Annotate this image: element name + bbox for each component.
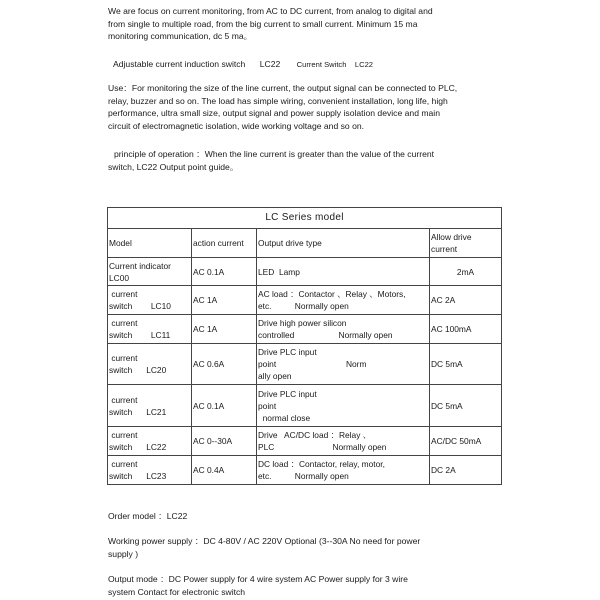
output-mode-paragraph (108, 573, 488, 598)
header-action-current: action current (192, 229, 257, 258)
cell-allow: 2mA (430, 258, 502, 286)
cell-allow: AC/DC 50mA (430, 427, 502, 456)
output-mode-line: Output mode ：DC Power supply for 4 wire system AC Power supply for 3 wire (108, 574, 408, 584)
use-line: Use：For monitoring the size of the line current, the output signal can be connected to PLC, (108, 83, 458, 93)
cell-allow: AC 2A (430, 286, 502, 315)
cell-allow: DC 5mA (430, 344, 502, 385)
product-model: LC22 (259, 59, 281, 69)
cell-action: AC 1A (192, 315, 257, 344)
table-row (108, 315, 502, 344)
header-allow-drive: Allow drive current (430, 229, 502, 258)
lc-series-table (107, 207, 502, 485)
table-row (108, 344, 502, 385)
use-line: relay, buzzer and so on. The load has simple wiring, convenient installation, long life, high (108, 95, 448, 106)
cell-allow: AC 100mA (430, 315, 502, 344)
cell-model: Current indicator LC00 (108, 258, 192, 286)
use-line: performance, ultra small size, output signal and power supply isolation device and main (108, 108, 440, 118)
cell-output: Drive high power silicon controlled Normally open (257, 315, 430, 344)
intro-paragraph (108, 5, 488, 43)
cell-allow: DC 2A (430, 456, 502, 485)
cell-action: AC 1A (192, 286, 257, 315)
cell-model: current switch LC23 (108, 456, 192, 485)
cell-model: current switch LC22 (108, 427, 192, 456)
cell-output: AC load ：Contactor 、Relay 、Motors, etc. Normally open (257, 286, 430, 315)
cell-action: AC 0.1A (192, 258, 257, 286)
cell-output: DC load ：Contactor, relay, motor, etc. Normally open (257, 456, 430, 485)
intro-line: We are focus on current monitoring, from AC to DC current, from analog to digital and (108, 6, 433, 16)
intro-line: from single to multiple road, from the big current to small current. Minimum 15 ma (108, 18, 418, 29)
table-row (108, 286, 502, 315)
product-label-2: Current Switch (296, 60, 347, 69)
power-line: Working power supply ：DC 4-80V / AC 220V Optional (3--30A No need for power (108, 536, 421, 546)
cell-output: LED Lamp (257, 258, 430, 286)
table-caption: LC Series model (108, 208, 502, 229)
cell-action: AC 0.4A (192, 456, 257, 485)
header-output-drive: Output drive type (257, 229, 430, 258)
product-heading (113, 58, 493, 72)
table-row (108, 456, 502, 485)
cell-model: current switch LC20 (108, 344, 192, 385)
table-row (108, 385, 502, 427)
use-paragraph (108, 82, 490, 132)
cell-output: Drive PLC input point normal close (257, 385, 430, 427)
order-model: Order model ：LC22 (108, 511, 188, 521)
cell-action: AC 0.6A (192, 344, 257, 385)
cell-model: current switch LC21 (108, 385, 192, 427)
principle-line: principle of operation ：When the line current is greater than the value of the current (114, 149, 435, 159)
cell-action: AC 0--30A (192, 427, 257, 456)
table-row (108, 258, 502, 286)
header-model: Model (108, 229, 192, 258)
cell-output: Drive PLC input point Norm ally open (257, 344, 430, 385)
product-label: Adjustable current induction switch (113, 59, 246, 69)
power-supply-paragraph (108, 535, 488, 560)
cell-model: current switch LC11 (108, 315, 192, 344)
principle-line: switch, LC22 Output point guide。 (108, 161, 239, 172)
product-model-2: LC22 (354, 60, 374, 69)
principle-paragraph (108, 148, 478, 173)
cell-allow: DC 5mA (430, 385, 502, 427)
cell-output: Drive AC/DC load ：Relay 、 PLC Normally open (257, 427, 430, 456)
use-line: circuit of electromagnetic isolation, wide working voltage and so on. (108, 120, 365, 131)
table-row (108, 427, 502, 456)
power-line: supply ) (108, 548, 139, 559)
cell-action: AC 0.1A (192, 385, 257, 427)
table-header-row (108, 229, 502, 258)
cell-model: current switch LC10 (108, 286, 192, 315)
intro-line: monitoring communication, dc 5 ma。 (108, 31, 253, 41)
output-mode-line: system Contact for electronic switch (108, 586, 246, 597)
